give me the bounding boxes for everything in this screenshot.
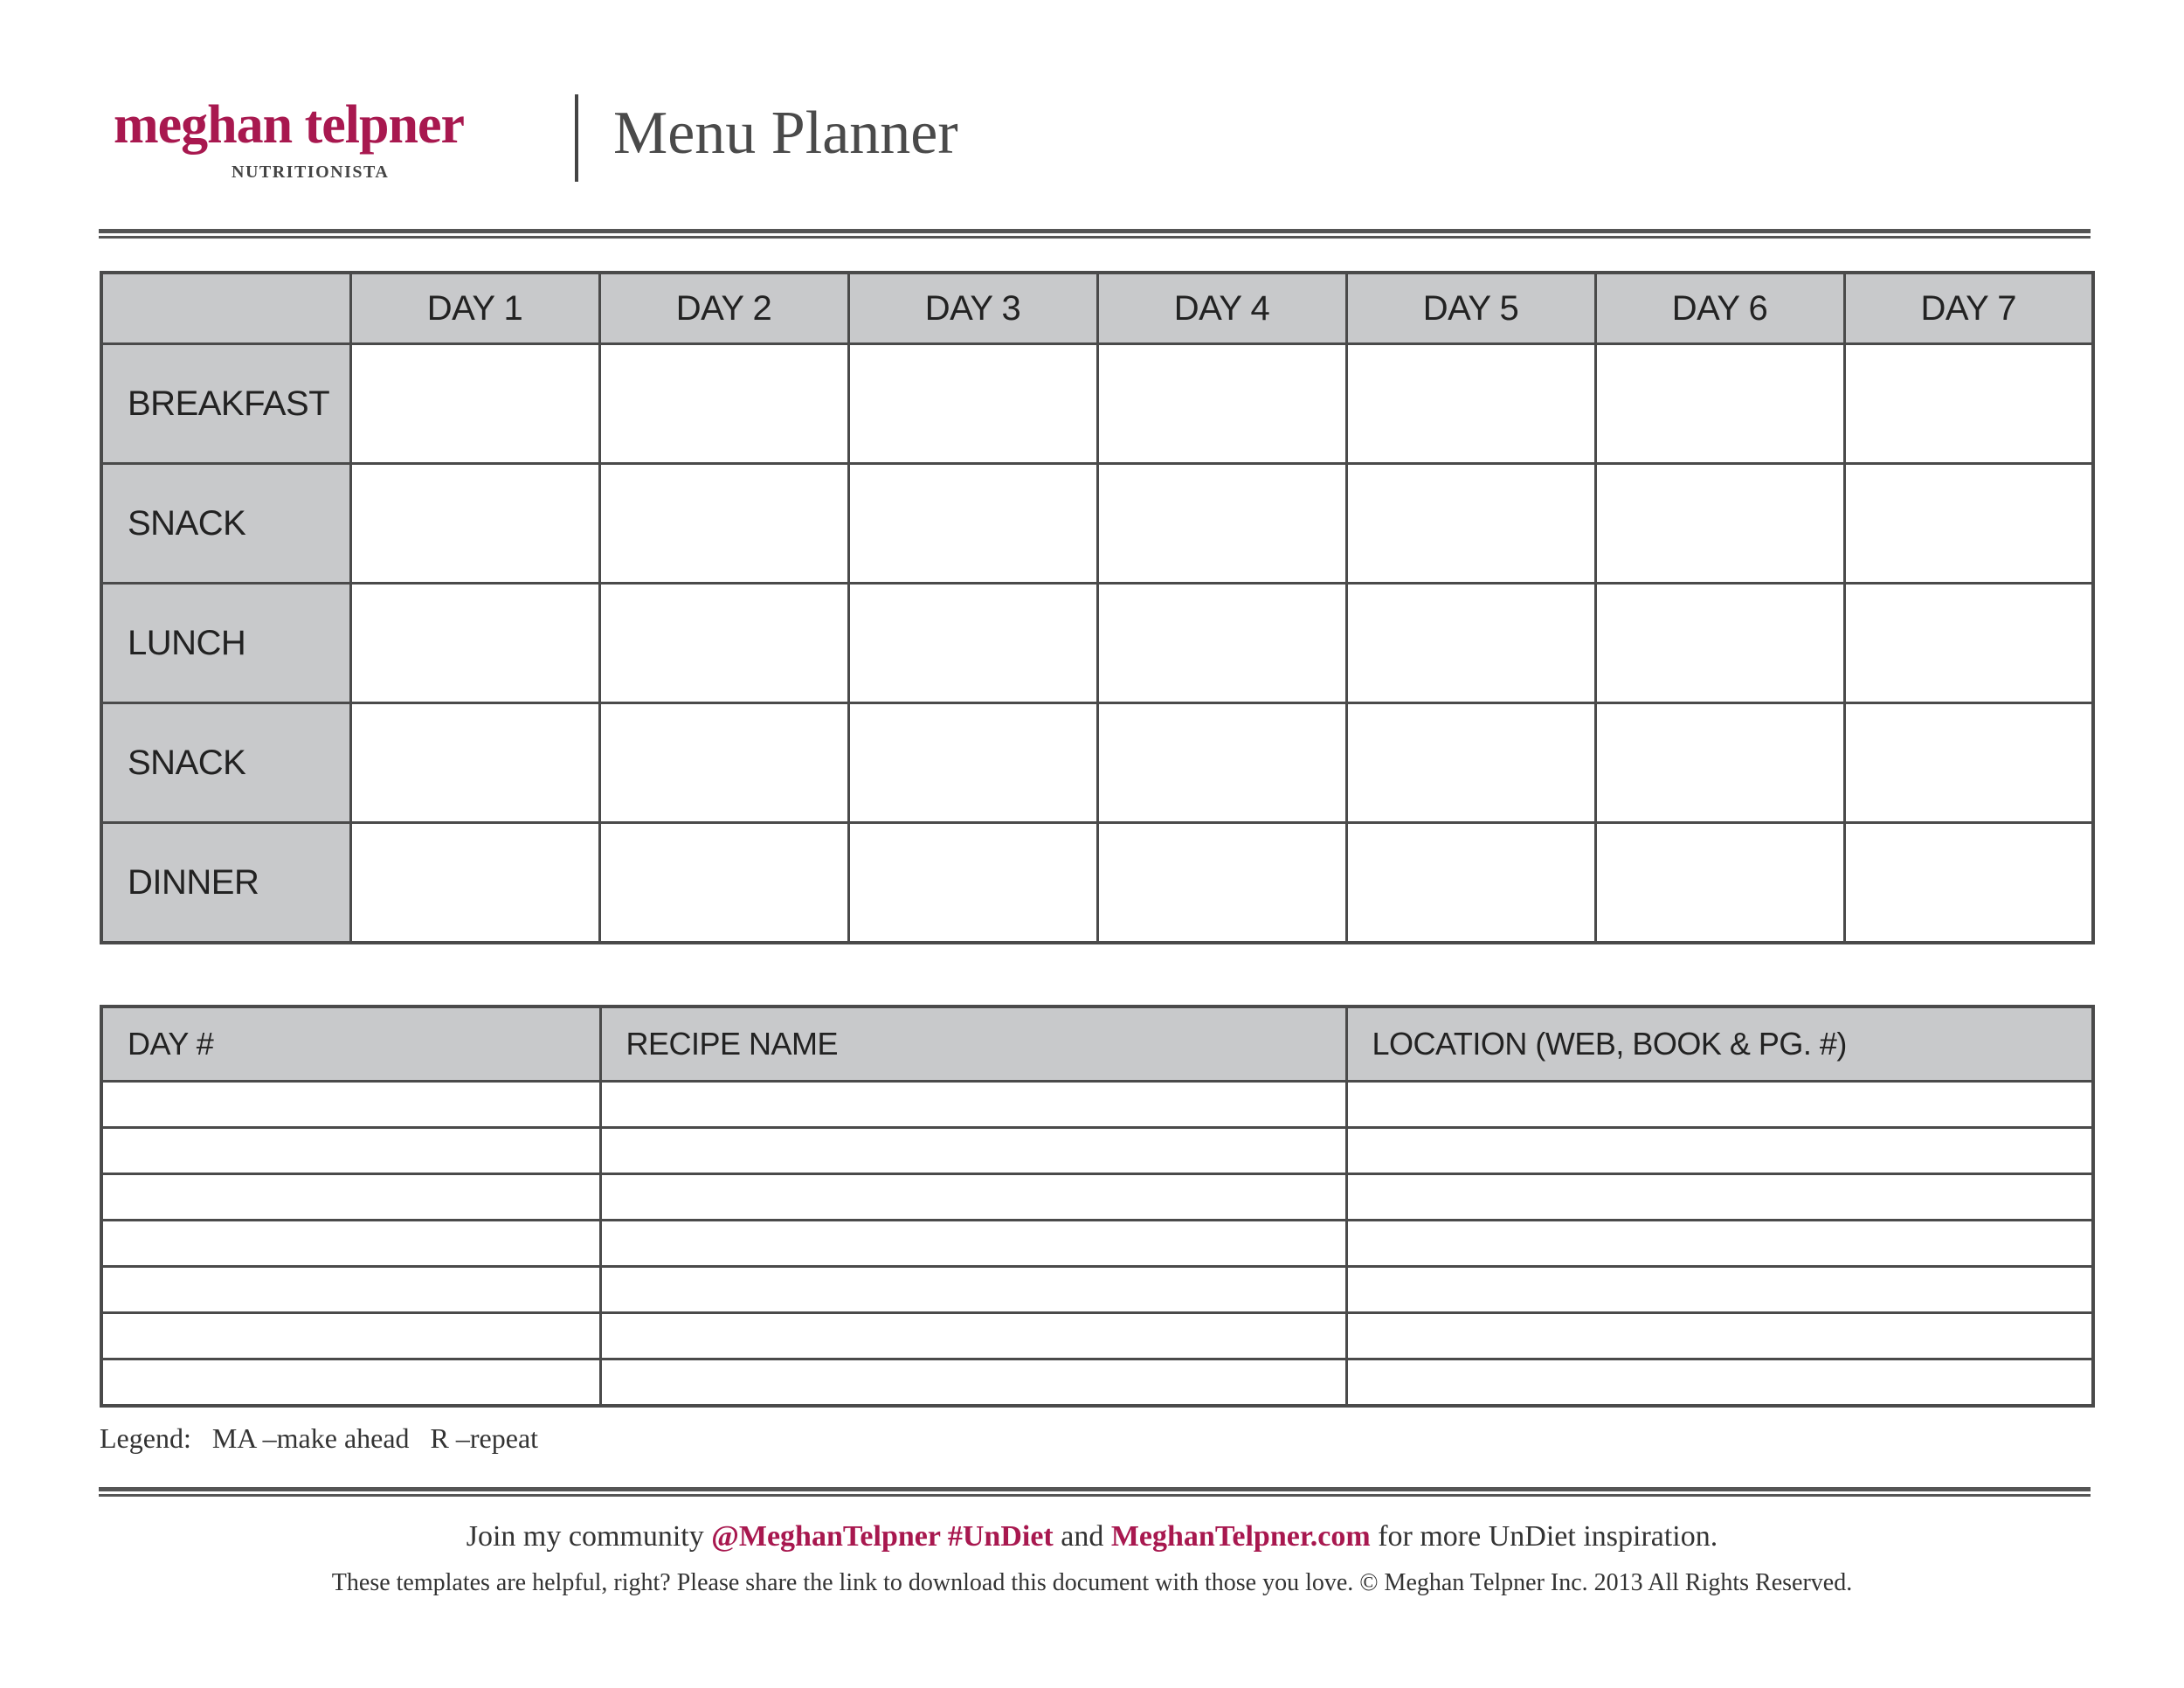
day-cell[interactable] (101, 1221, 600, 1267)
table-row (101, 1267, 2093, 1313)
recipe-name-cell[interactable] (600, 1267, 1346, 1313)
day-cell[interactable] (101, 1082, 600, 1128)
meal-entry-cell[interactable] (848, 703, 1097, 823)
meal-entry-cell[interactable] (1844, 464, 2093, 584)
meal-entry-cell[interactable] (1097, 464, 1346, 584)
meal-entry-cell[interactable] (1097, 584, 1346, 703)
table-row (101, 1313, 2093, 1359)
day-cell[interactable] (101, 1359, 600, 1407)
recipe-header-row (101, 1007, 2093, 1082)
column-header-recipe-name: RECIPE NAME (600, 1007, 1346, 1082)
day-header: DAY 1 (350, 273, 599, 344)
meal-entry-cell[interactable] (350, 823, 599, 944)
meal-entry-cell[interactable] (1844, 703, 2093, 823)
meal-entry-cell[interactable] (848, 464, 1097, 584)
day-cell[interactable] (101, 1267, 600, 1313)
meal-row-snack (101, 464, 2093, 584)
page-title: Menu Planner (613, 100, 958, 167)
table-row (101, 1221, 2093, 1267)
meal-entry-cell[interactable] (350, 703, 599, 823)
grid-corner-cell (101, 273, 350, 344)
recipe-name-cell[interactable] (600, 1221, 1346, 1267)
meal-row-snack (101, 703, 2093, 823)
meal-entry-cell[interactable] (1595, 464, 1844, 584)
meal-entry-cell[interactable] (1346, 464, 1595, 584)
day-header: DAY 7 (1844, 273, 2093, 344)
day-cell[interactable] (101, 1313, 600, 1359)
day-cell[interactable] (101, 1128, 600, 1174)
meal-entry-cell[interactable] (848, 344, 1097, 464)
meal-label: BREAKFAST (101, 344, 350, 464)
column-header-location: LOCATION (WEB, BOOK & PG. #) (1346, 1007, 2093, 1082)
column-header-day: DAY # (101, 1007, 600, 1082)
meal-entry-cell[interactable] (848, 584, 1097, 703)
recipe-name-cell[interactable] (600, 1128, 1346, 1174)
location-cell[interactable] (1346, 1359, 2093, 1407)
meal-entry-cell[interactable] (350, 464, 599, 584)
footer-prefix: Join my community (466, 1520, 712, 1553)
legend-item-repeat: R –repeat (430, 1422, 539, 1454)
bottom-divider (99, 1487, 2091, 1497)
recipe-name-cell[interactable] (600, 1313, 1346, 1359)
legend-item-make-ahead: MA –make ahead (211, 1422, 410, 1454)
location-cell[interactable] (1346, 1082, 2093, 1128)
location-cell[interactable] (1346, 1128, 2093, 1174)
footer-community-line (0, 1522, 2184, 1552)
meal-entry-cell[interactable] (599, 344, 848, 464)
meal-entry-cell[interactable] (599, 464, 848, 584)
table-row (101, 1128, 2093, 1174)
meal-label: LUNCH (101, 584, 350, 703)
recipe-name-cell[interactable] (600, 1082, 1346, 1128)
top-divider (99, 229, 2091, 239)
brand-name: meghan telpner (114, 95, 465, 155)
meal-label: SNACK (101, 464, 350, 584)
meal-entry-cell[interactable] (350, 344, 599, 464)
recipe-table (100, 1005, 2095, 1408)
day-header-row (101, 273, 2093, 344)
meal-row-dinner (101, 823, 2093, 944)
meal-row-lunch (101, 584, 2093, 703)
day-cell[interactable] (101, 1174, 600, 1221)
meal-entry-cell[interactable] (1097, 823, 1346, 944)
meal-entry-cell[interactable] (599, 823, 848, 944)
location-cell[interactable] (1346, 1174, 2093, 1221)
location-cell[interactable] (1346, 1221, 2093, 1267)
table-row (101, 1359, 2093, 1407)
meal-entry-cell[interactable] (848, 823, 1097, 944)
day-header: DAY 4 (1097, 273, 1346, 344)
table-row (101, 1174, 2093, 1221)
brand-tagline: NUTRITIONISTA (232, 163, 390, 182)
meal-entry-cell[interactable] (1595, 584, 1844, 703)
recipe-name-cell[interactable] (600, 1174, 1346, 1221)
weekly-meal-grid (100, 271, 2095, 944)
location-cell[interactable] (1346, 1313, 2093, 1359)
meal-entry-cell[interactable] (1595, 703, 1844, 823)
location-cell[interactable] (1346, 1267, 2093, 1313)
meal-entry-cell[interactable] (1844, 823, 2093, 944)
meal-entry-cell[interactable] (1346, 344, 1595, 464)
meal-entry-cell[interactable] (599, 584, 848, 703)
day-header: DAY 5 (1346, 273, 1595, 344)
meal-row-breakfast (101, 344, 2093, 464)
meal-entry-cell[interactable] (1097, 344, 1346, 464)
meal-entry-cell[interactable] (1346, 584, 1595, 703)
legend (100, 1424, 538, 1452)
meal-entry-cell[interactable] (1346, 703, 1595, 823)
day-header: DAY 3 (848, 273, 1097, 344)
meal-entry-cell[interactable] (350, 584, 599, 703)
footer-mid: and (1053, 1520, 1111, 1553)
day-header: DAY 2 (599, 273, 848, 344)
legend-label: Legend: (100, 1422, 191, 1454)
table-row (101, 1082, 2093, 1128)
meal-label: SNACK (101, 703, 350, 823)
day-header: DAY 6 (1595, 273, 1844, 344)
recipe-name-cell[interactable] (600, 1359, 1346, 1407)
meal-entry-cell[interactable] (1595, 344, 1844, 464)
website-link[interactable]: MeghanTelpner.com (1110, 1520, 1371, 1553)
meal-entry-cell[interactable] (1844, 584, 2093, 703)
meal-entry-cell[interactable] (599, 703, 848, 823)
footer-copyright: These templates are helpful, right? Please share the link to download this document with those you love. © Meghan Telpner Inc. 2013 All Rights Reserved. (331, 1569, 1853, 1596)
meal-entry-cell[interactable] (1097, 703, 1346, 823)
meal-entry-cell[interactable] (1844, 344, 2093, 464)
meal-entry-cell[interactable] (1595, 823, 1844, 944)
header-divider (575, 94, 578, 182)
social-handle-link[interactable]: @MeghanTelpner #UnDiet (711, 1520, 1054, 1553)
meal-label: DINNER (101, 823, 350, 944)
footer-suffix: for more UnDiet inspiration. (1370, 1520, 1718, 1553)
meal-entry-cell[interactable] (1346, 823, 1595, 944)
brand-logo (114, 95, 542, 194)
